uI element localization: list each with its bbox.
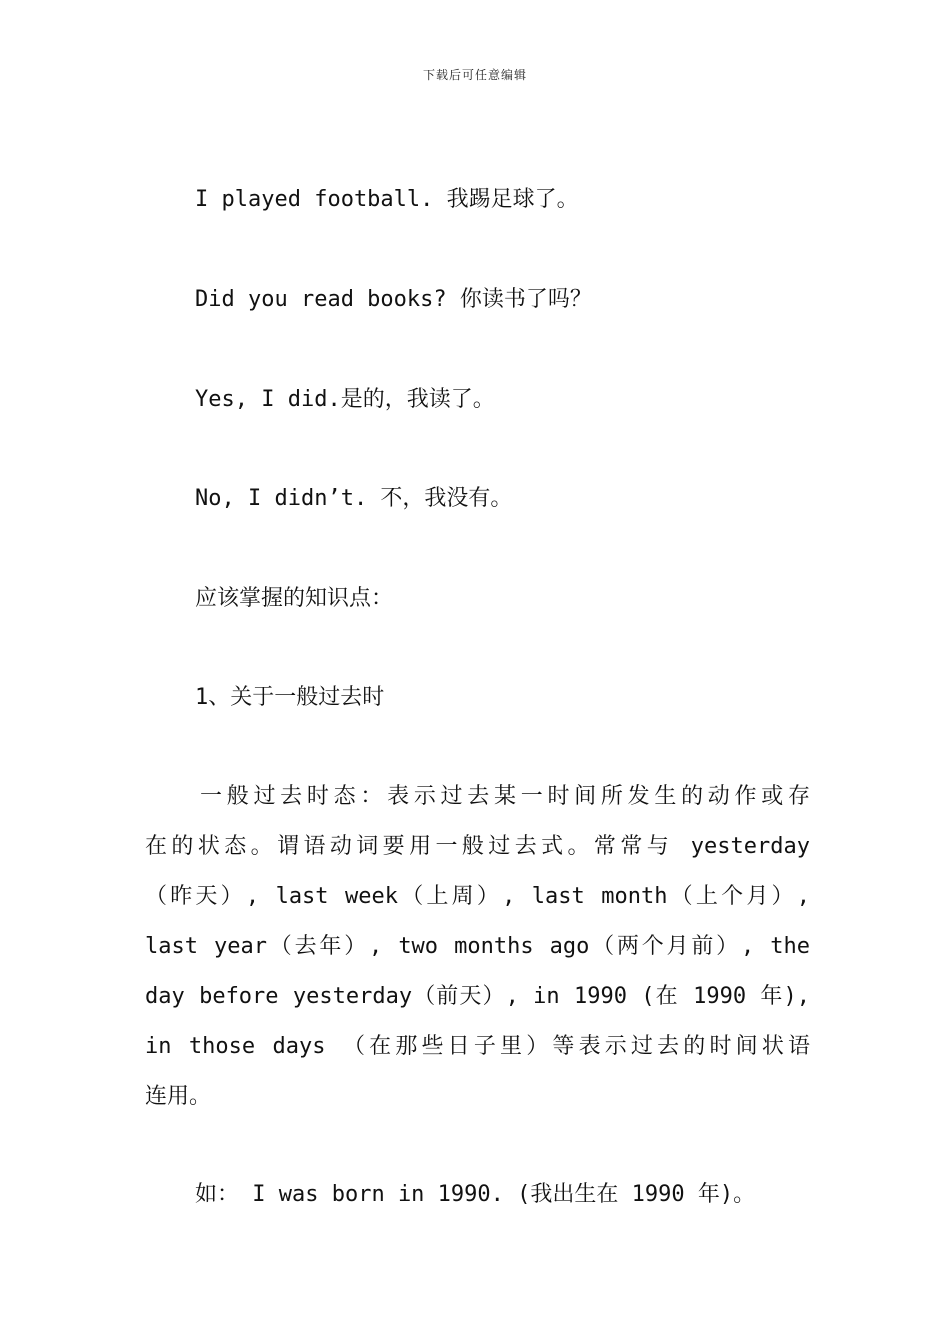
sentence-line-4: No, I didn’t. 不，我没有。 [195,486,513,511]
section-heading: 1、关于一般过去时 [195,685,385,710]
page-header: 下载后可任意编辑 [422,68,527,82]
sentence-line-2: Did you read books? 你读书了吗？ [195,287,592,312]
paragraph-line: last year（去年）, two months ago（两个月前）, the [145,934,810,959]
paragraph-line: day before yesterday（前天）, in 1990 (在 1990 年), [145,984,810,1009]
explanation-paragraph [145,772,810,1122]
paragraph-line: （昨天）, last week（上周）, last month（上个月）, [145,884,810,909]
example-sentence: 如： I was born in 1990. (我出生在 1990 年)。 [195,1182,756,1207]
section-intro: 应该掌握的知识点： [195,586,394,611]
paragraph-line: 连用。 [145,1084,212,1109]
sentence-line-3: Yes, I did.是的，我读了。 [195,387,495,412]
paragraph-line: 一般过去时态：表示过去某一时间所发生的动作或存 [200,784,810,809]
paragraph-line: in those days （在那些日子里）等表示过去的时间状语 [145,1034,810,1059]
sentence-line-1: I played football. 我踢足球了。 [195,187,579,212]
paragraph-line: 在的状态。谓语动词要用一般过去式。常常与 yesterday [145,834,810,859]
